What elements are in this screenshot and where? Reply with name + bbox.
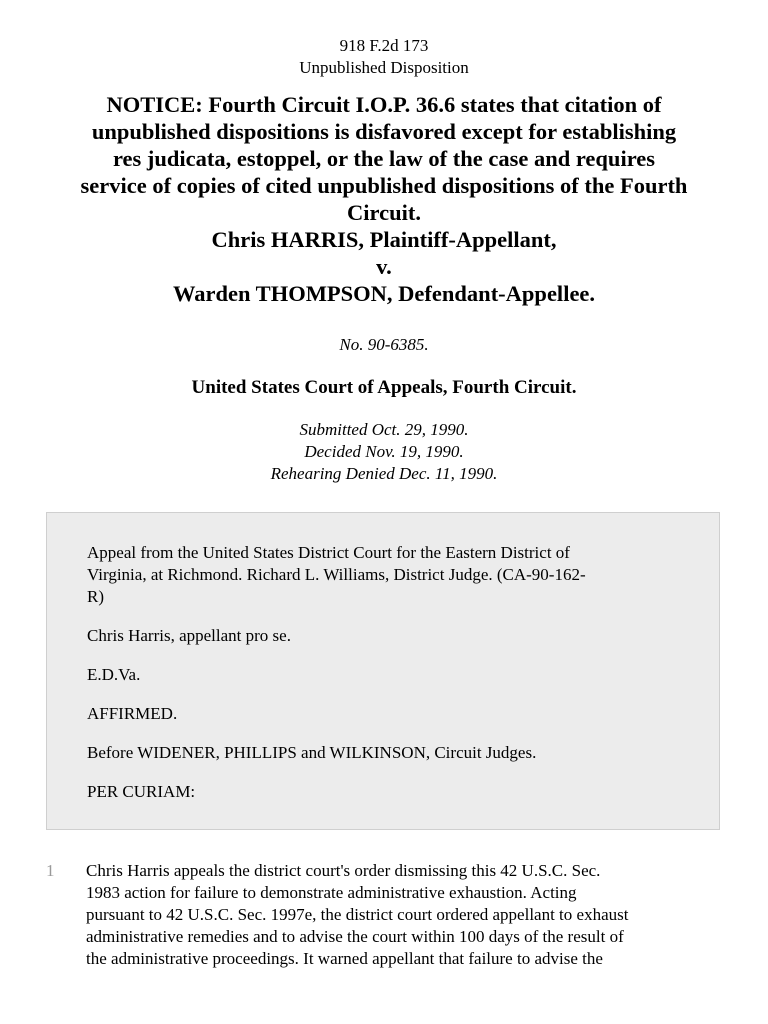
result-label: AFFIRMED.	[87, 704, 178, 723]
case-info-box	[46, 512, 720, 830]
appeal-line: Appeal from the United States District Court for the Eastern District of	[87, 543, 570, 562]
paragraph-text	[86, 860, 766, 970]
paragraph-line: the administrative proceedings. It warned appellant that failure to advise the	[86, 949, 603, 968]
case-title-block	[36, 91, 732, 307]
appeal-line: Virginia, at Richmond. Richard L. Williams, District Judge. (CA-90-162-	[87, 565, 586, 584]
defendant-name: Warden THOMPSON, Defendant-Appellee.	[172, 281, 596, 306]
appeal-line: R)	[87, 587, 104, 606]
paragraph-number: 1	[46, 861, 55, 880]
case-dates	[0, 419, 768, 485]
plaintiff-name: Chris HARRIS, Plaintiff-Appellant,	[211, 227, 557, 252]
district-label: E.D.Va.	[87, 665, 141, 684]
rehearing-date: Rehearing Denied Dec. 11, 1990.	[270, 464, 498, 483]
counsel-statement: Chris Harris, appellant pro se.	[87, 626, 291, 645]
case-citation-header	[0, 35, 768, 79]
judges-statement: Before WIDENER, PHILLIPS and WILKINSON, Circuit Judges.	[87, 743, 537, 762]
paragraph-line: Chris Harris appeals the district court's order dismissing this 42 U.S.C. Sec.	[86, 861, 601, 880]
paragraph-line: administrative remedies and to advise the court within 100 days of the result of	[86, 927, 624, 946]
notice-line: service of copies of cited unpublished dispositions of the Fourth	[80, 173, 688, 198]
docket-number: No. 90-6385.	[339, 335, 429, 354]
paragraph-line: 1983 action for failure to demonstrate administrative exhaustion. Acting	[86, 883, 577, 902]
decided-date: Decided Nov. 19, 1990.	[304, 442, 464, 461]
paragraph-line: pursuant to 42 U.S.C. Sec. 1997e, the district court ordered appellant to exhaust	[86, 905, 629, 924]
notice-line: res judicata, estoppel, or the law of the case and requires	[112, 146, 656, 171]
notice-line: NOTICE: Fourth Circuit I.O.P. 36.6 states that citation of	[106, 92, 662, 117]
notice-line: unpublished dispositions is disfavored except for establishing	[91, 119, 677, 144]
submitted-date: Submitted Oct. 29, 1990.	[299, 420, 469, 439]
court-name: United States Court of Appeals, Fourth Circuit.	[191, 377, 577, 398]
per-curiam-label: PER CURIAM:	[87, 782, 196, 801]
notice-line: Circuit.	[347, 200, 421, 225]
disposition-label: Unpublished Disposition	[299, 58, 469, 77]
reporter-citation: 918 F.2d 173	[339, 36, 429, 55]
appeal-statement	[87, 542, 689, 608]
versus-label: v.	[376, 254, 392, 279]
